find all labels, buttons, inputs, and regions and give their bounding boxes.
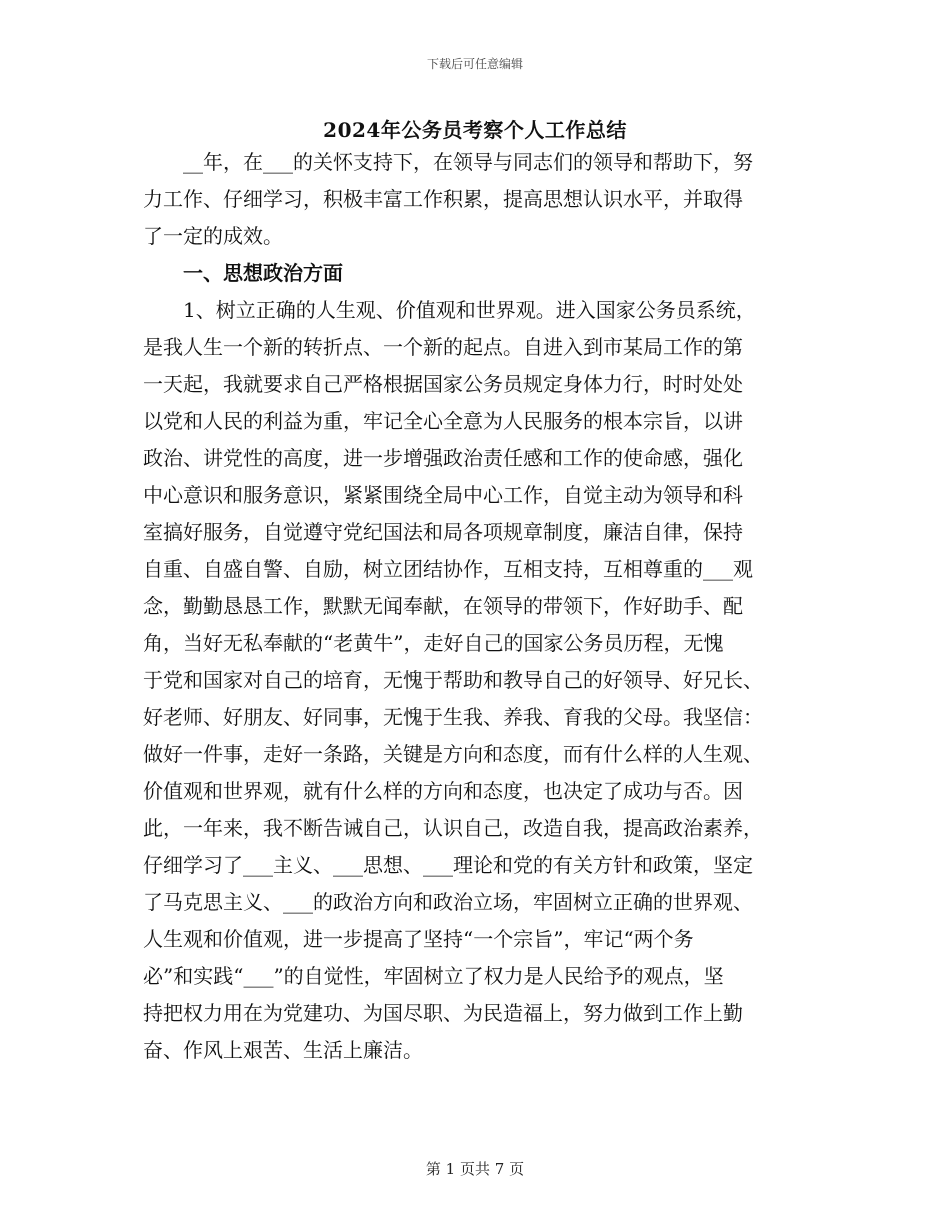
paragraph-line: 做好一件事，走好一条路，关键是方向和态度，而有什么样的人生观、 [143,742,763,766]
intro-line-3: 了一定的成效。 [143,224,283,248]
paragraph-line: 政治、讲党性的高度，进一步增强政治责任感和工作的使命感，强化 [143,446,743,470]
paragraph-line: 必”和实践“___”的自觉性，牢固树立了权力是人民给予的观点，坚 [143,964,724,988]
paragraph-line: 念，勤勤恳恳工作，默默无闻奉献，在领导的带领下，作好助手、配 [143,594,743,618]
paragraph-line: 于党和国家对自己的培育，无愧于帮助和教导自己的好领导、好兄长、 [143,668,763,692]
page-footer: 第 1 页共 7 页 [425,1160,525,1178]
paragraph-line: 室搞好服务，自觉遵守党纪国法和局各项规章制度，廉洁自律，保持 [143,520,743,544]
paragraph-line: 仔细学习了___主义、___思想、___理论和党的有关方针和政策，坚定 [143,853,753,877]
section-heading: 一、思想政治方面 [143,261,343,285]
paragraph-line: 以党和人民的利益为重，牢记全心全意为人民服务的根本宗旨，以讲 [143,409,743,433]
paragraph-line: 角，当好无私奉献的“老黄牛”，走好自己的国家公务员历程，无愧 [143,631,724,655]
paragraph-line: 好老师、好朋友、好同事，无愧于生我、养我、育我的父母。我坚信： [143,705,763,729]
paragraph-line: 中心意识和服务意识，紧紧围绕全局中心工作，自觉主动为领导和科 [143,483,743,507]
paragraph-line: 1、树立正确的人生观、价值观和世界观。进入国家公务员系统， [143,298,756,322]
paragraph-line: 奋、作风上艰苦、生活上廉洁。 [143,1038,423,1062]
paragraph-line: 自重、自盛自警、自励，树立团结协作，互相支持，互相尊重的___观 [143,557,753,581]
paragraph-line: 价值观和世界观，就有什么样的方向和态度，也决定了成功与否。因 [143,779,743,803]
paragraph-line: 此，一年来，我不断告诫自己，认识自己，改造自我，提高政治素养， [143,816,763,840]
document-title: 2024年公务员考察个人工作总结 [323,118,627,142]
paragraph-line: 了马克思主义、___的政治方向和政治立场，牢固树立正确的世界观、 [143,890,753,914]
intro-line-1: __年，在___的关怀支持下，在领导与同志们的领导和帮助下，努 [143,150,753,174]
paragraph-line: 一天起，我就要求自己严格根据国家公务员规定身体力行，时时处处 [143,372,743,396]
header-note: 下载后可任意编辑 [426,57,523,71]
intro-line-2: 力工作、仔细学习，积极丰富工作积累，提高思想认识水平，并取得 [143,187,743,211]
paragraph-line: 是我人生一个新的转折点、一个新的起点。自进入到市某局工作的第 [143,335,743,359]
paragraph-line: 持把权力用在为党建功、为国尽职、为民造福上，努力做到工作上勤 [143,1001,743,1025]
paragraph-line: 人生观和价值观，进一步提高了坚持“一个宗旨”，牢记“两个务 [143,927,694,951]
